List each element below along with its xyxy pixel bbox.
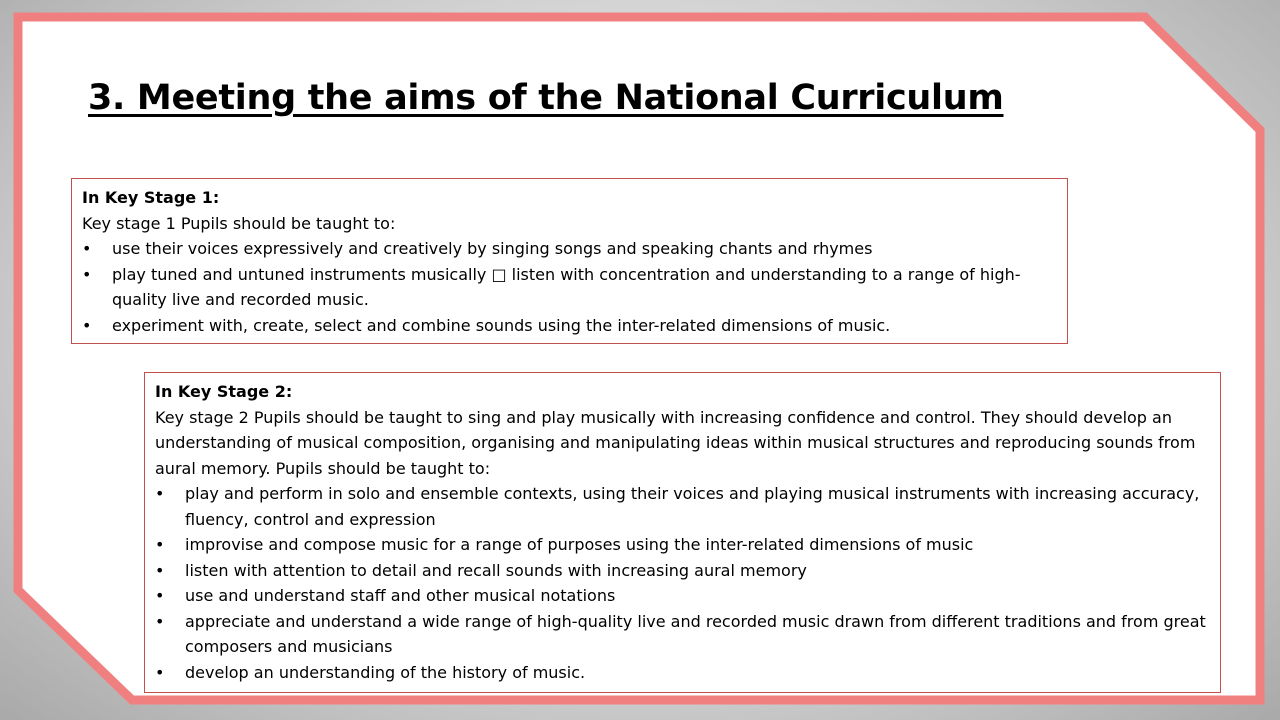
- ks2-heading: In Key Stage 2:: [155, 382, 293, 401]
- bullet-icon: •: [155, 586, 165, 605]
- list-item: [82, 262, 1059, 313]
- bullet-icon: •: [82, 239, 92, 258]
- ks1-bullet-list: [82, 236, 1059, 338]
- slide-title: 3. Meeting the aims of the National Curriculum: [88, 78, 1004, 118]
- ks1-intro: Key stage 1 Pupils should be taught to:: [82, 213, 396, 233]
- ks2-bullet-text: listen with attention to detail and recall sounds with increasing aural memory: [185, 560, 807, 580]
- list-item: [155, 558, 1212, 584]
- ks2-bullet-text: use and understand staff and other musical notations: [185, 586, 616, 605]
- key-stage-2-box: [144, 372, 1221, 693]
- list-item: [155, 660, 1212, 686]
- ks2-bullet-text: improvise and compose music for a range of purposes using the inter-related dimensions of music: [185, 535, 974, 554]
- ks2-bullet-list: [155, 481, 1212, 685]
- bullet-icon: •: [82, 315, 92, 335]
- key-stage-1-box: [71, 178, 1068, 344]
- list-item: [155, 583, 1212, 609]
- bullet-icon: •: [155, 535, 165, 554]
- list-item: [155, 481, 1212, 532]
- list-item: [155, 609, 1212, 660]
- ks2-bullet-text: appreciate and understand a wide range of high-quality live and recorded music drawn from different traditions and from great composers and musicians: [185, 611, 1206, 656]
- bullet-icon: •: [155, 560, 165, 580]
- bullet-icon: •: [155, 484, 165, 503]
- list-item: [82, 236, 1059, 262]
- list-item: [82, 313, 1059, 339]
- ks1-bullet-text: experiment with, create, select and combine sounds using the inter-related dimensions of music.: [112, 315, 891, 335]
- bullet-icon: •: [82, 264, 92, 284]
- bullet-icon: •: [155, 611, 165, 631]
- ks1-heading: In Key Stage 1:: [82, 188, 220, 207]
- ks2-bullet-text: play and perform in solo and ensemble contexts, using their voices and playing musical instruments with increasing accuracy, fluency, control and expression: [185, 484, 1200, 529]
- ks2-bullet-text: develop an understanding of the history of music.: [185, 662, 586, 682]
- ks2-intro: Key stage 2 Pupils should be taught to sing and play musically with increasing confidence and control. They should develop an understanding of musical composition, organising and manipulating ideas within musical structures and reproducing sounds from aural memory. Pupils should be taught to:: [155, 407, 1196, 478]
- list-item: [155, 532, 1212, 558]
- bullet-icon: •: [155, 662, 165, 682]
- ks1-bullet-text: use their voices expressively and creatively by singing songs and speaking chants and rhymes: [112, 239, 873, 258]
- ks1-bullet-text: play tuned and untuned instruments musically □ listen with concentration and understanding to a range of high-quality live and recorded music.: [112, 264, 1021, 309]
